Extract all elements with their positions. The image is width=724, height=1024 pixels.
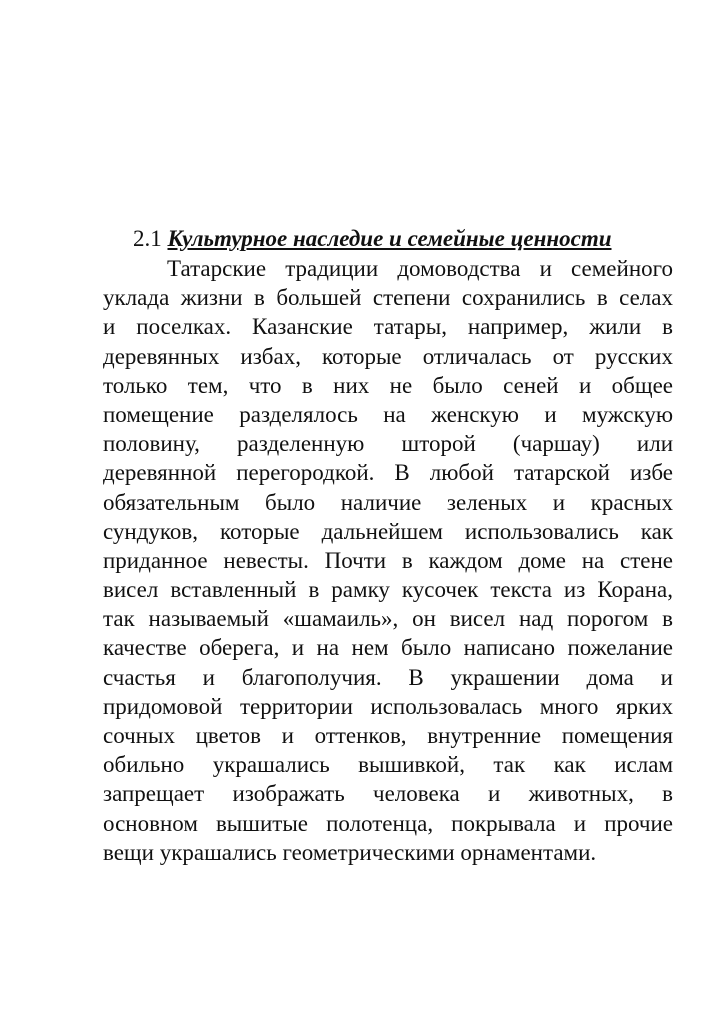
paragraph-line: запрещает изображать человека и животных, в bbox=[103, 781, 673, 807]
paragraph-line: помещение разделялось на женскую и мужскую bbox=[103, 401, 673, 427]
paragraph-line: деревянной перегородкой. В любой татарской избе bbox=[103, 460, 673, 486]
paragraph-line: половину, разделенную шторой (чаршау) или bbox=[103, 431, 673, 457]
paragraph-line: и поселках. Казанские татары, например, жили в bbox=[103, 314, 673, 340]
body-paragraph bbox=[103, 254, 673, 867]
paragraph-line: основном вышитые полотенца, покрывала и прочие bbox=[103, 810, 673, 836]
paragraph-line: так называемый «шамаиль», он висел над порогом в bbox=[103, 606, 673, 632]
section-heading bbox=[103, 224, 673, 254]
paragraph-line: придомовой территории использовалась много ярких bbox=[103, 693, 673, 719]
paragraph-line: обязательным было наличие зеленых и красных bbox=[103, 489, 673, 515]
section-number: 2.1 bbox=[133, 226, 162, 251]
paragraph-line: качестве оберега, и на нем было написано пожелание bbox=[103, 635, 673, 661]
paragraph-line: сочных цветов и оттенков, внутренние помещения bbox=[103, 723, 673, 748]
paragraph-line: счастья и благополучия. В украшении дома и bbox=[103, 664, 673, 690]
paragraph-line: только тем, что в них не было сеней и общее bbox=[103, 372, 673, 398]
paragraph-line: уклада жизни в большей степени сохранились в селах bbox=[103, 285, 673, 311]
paragraph-line: обильно украшались вышивкой, так как ислам bbox=[103, 752, 673, 778]
paragraph-line: деревянных избах, которые отличалась от русских bbox=[103, 343, 673, 369]
paragraph-line: приданное невесты. Почти в каждом доме на стене bbox=[103, 547, 673, 573]
paragraph-line: висел вставленный в рамку кусочек текста из Корана, bbox=[103, 577, 673, 603]
paragraph-line: сундуков, которые дальнейшем использовались как bbox=[103, 518, 673, 544]
document-content bbox=[103, 224, 673, 867]
paragraph-line: Татарские традиции домоводства и семейного bbox=[167, 256, 673, 281]
paragraph-line: вещи украшались геометрическими орнаментами. bbox=[103, 839, 597, 865]
section-title: Культурное наследие и семейные ценности bbox=[167, 226, 612, 251]
